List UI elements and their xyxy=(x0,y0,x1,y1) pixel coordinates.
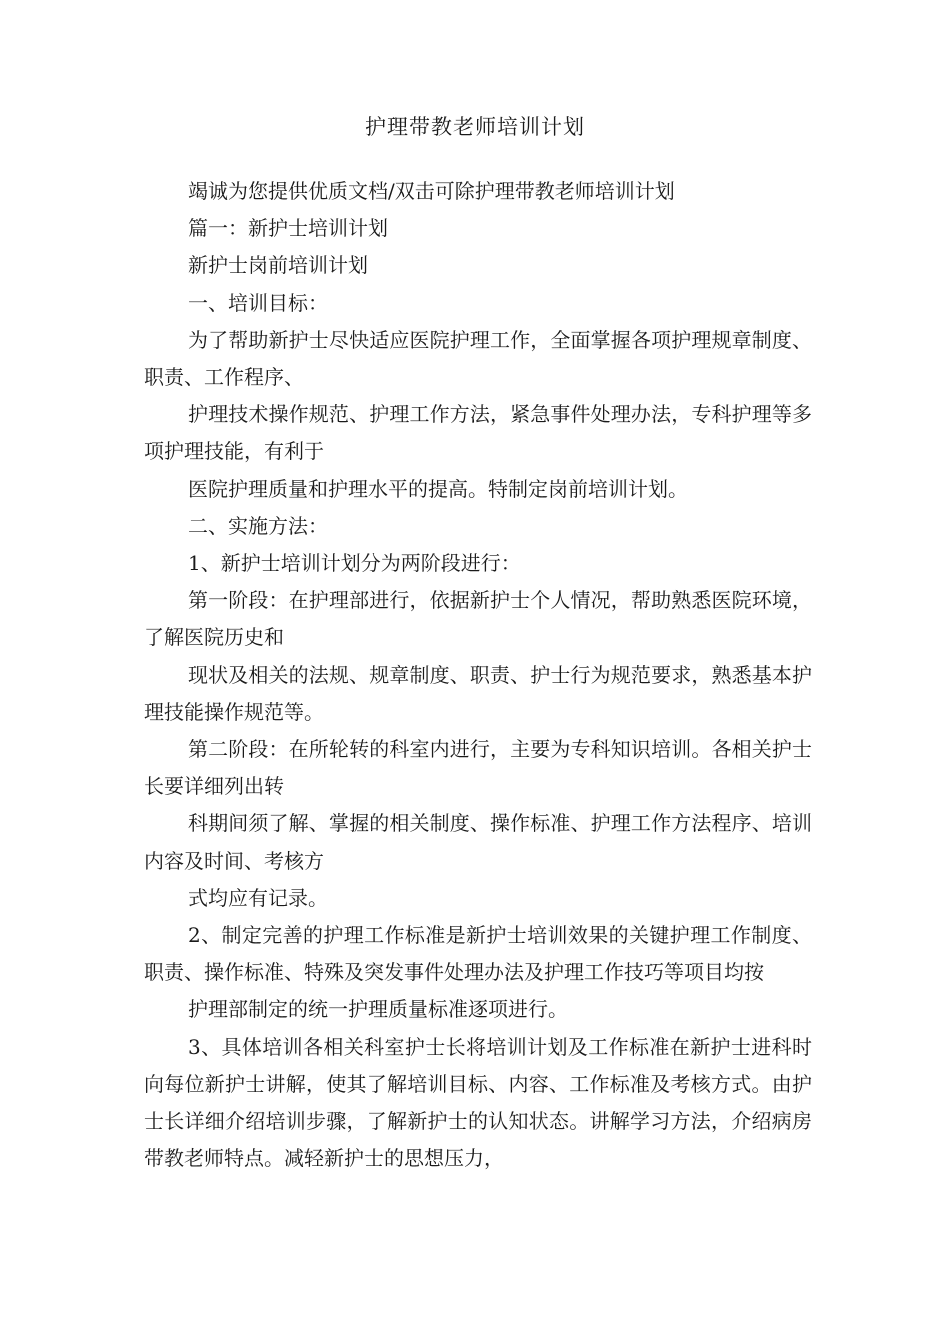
paragraph: 科期间须了解、掌握的相关制度、操作标准、护理工作方法程序、培训内容及时间、考核方 xyxy=(144,811,812,873)
paragraph: 护理部制定的统一护理质量标准逐项进行。 xyxy=(188,997,568,1022)
paragraph: 竭诚为您提供优质文档/双击可除护理带教老师培训计划 xyxy=(188,179,675,203)
document-body xyxy=(144,173,812,1177)
paragraph: 现状及相关的法规、规章制度、职责、护士行为规范要求，熟悉基本护理技能操作规范等。 xyxy=(144,662,812,724)
paragraph: 篇一：新护士培训计划 xyxy=(188,216,388,241)
paragraph: 新护士岗前培训计划 xyxy=(188,253,368,278)
paragraph: 式均应有记录。 xyxy=(188,885,328,910)
document-title: 护理带教老师培训计划 xyxy=(365,115,585,139)
paragraph: 3、具体培训各相关科室护士长将培训计划及工作标准在新护士进科时向每位新护士讲解，使其了解培训目标、内容、工作标准及考核方式。由护士长详细介绍培训步骤，了解新护士的认知状态。讲解学习方法，介绍病房带教老师特点。减轻新护士的思想压力， xyxy=(144,1034,812,1171)
paragraph: 护理技术操作规范、护理工作方法，紧急事件处理办法，专科护理等多项护理技能，有利于 xyxy=(144,402,812,464)
paragraph: 第一阶段：在护理部进行，依据新护士个人情况，帮助熟悉医院环境，了解医院历史和 xyxy=(144,588,812,650)
paragraph: 2、制定完善的护理工作标准是新护士培训效果的关键护理工作制度、职责、操作标准、特殊及突发事件处理办法及护理工作技巧等项目均按 xyxy=(144,923,812,985)
paragraph: 第二阶段：在所轮转的科室内进行，主要为专科知识培训。各相关护士长要详细列出转 xyxy=(144,737,812,799)
paragraph: 1、新护士培训计划分为两阶段进行： xyxy=(188,551,521,576)
paragraph: 医院护理质量和护理水平的提高。特制定岗前培训计划。 xyxy=(188,476,688,501)
paragraph: 二、实施方法： xyxy=(188,513,328,538)
paragraph: 为了帮助新护士尽快适应医院护理工作，全面掌握各项护理规章制度、职责、工作程序、 xyxy=(144,327,812,390)
paragraph: 一、培训目标： xyxy=(188,290,328,315)
